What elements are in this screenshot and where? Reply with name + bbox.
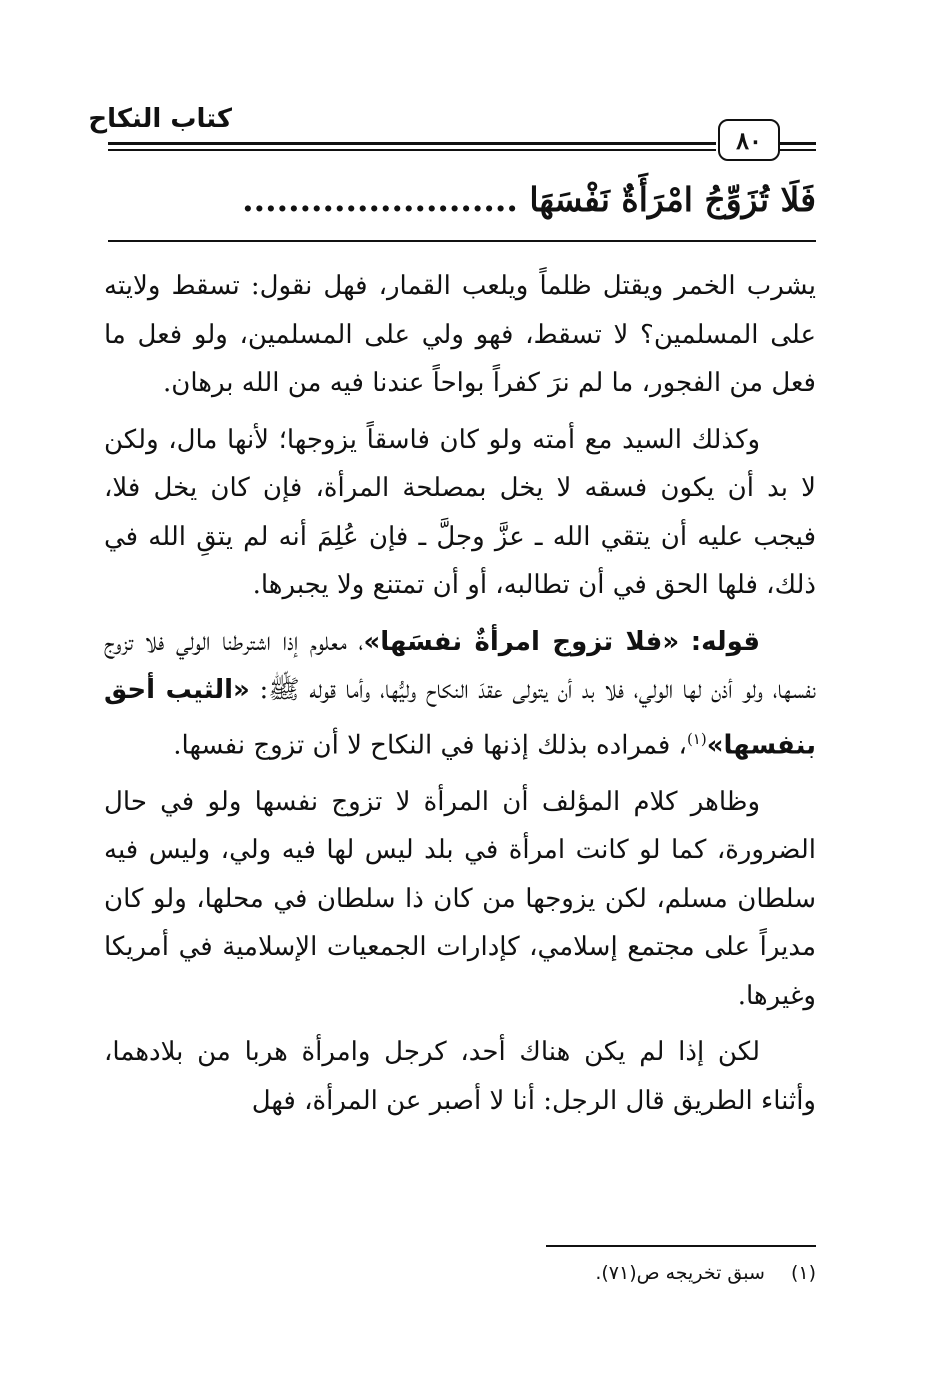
footnote-text: سبق تخريجه ص(٧١). [595, 1262, 765, 1284]
header-rule-right-thick [778, 142, 816, 145]
matn-verse: فَلَا تُزَوِّجُ امْرَأَةٌ نَفْسَهَا ........................ [242, 180, 816, 219]
footnote-separator [546, 1245, 816, 1247]
qawluhu-label: قوله: [690, 626, 760, 657]
page-number: ٨٠ [736, 125, 762, 155]
header-rule-thin [108, 149, 716, 151]
paragraph-3 [104, 618, 816, 770]
hadith-quote: «الثيب أحق بنفسها» [104, 675, 816, 761]
paragraph-4: وظاهر كلام المؤلف أن المرأة لا تزوج نفسها ولو في حال الضرورة، كما لو كانت امرأة في بلد ليس لها فيه ولي، وليس فيه سلطان مسلم، لكن يزوجها من كان ذا سلطان في محلها، ولو كان مديراً على مجتمع إسلامي، كإدارات الجمعيات الإسلامية في أمريكا وغيرها. [104, 786, 816, 1011]
paragraph-5: لكن إذا لم يكن هناك أحد، كرجل وامرأة هربا من بلادهما، وأثناء الطريق قال الرجل: أنا لا أصبر عن المرأة، فهل [104, 1037, 816, 1116]
paragraph-1: يشرب الخمر ويقتل ظلماً ويلعب القمار، فهل نقول: تسقط ولايته على المسلمين؟ لا تسقط، فهو ولي على المسلمين، ولو فعل ما فعل من الفجور، ما لم نرَ كفراً بواحاً عندنا فيه من الله برهان. [104, 271, 816, 398]
running-header-title: كتاب النكاح [88, 104, 232, 134]
footnote [116, 1262, 816, 1284]
verse-separator [108, 240, 816, 242]
header-rule-right-thin [778, 149, 816, 151]
paragraph-2: وكذلك السيد مع أمته ولو كان فاسقاً يزوجها؛ لأنها مال، ولكن لا بد أن يكون فسقه لا يخل بمصلحة المرأة، فإن كان يخل فلا، فيجب عليه أن يتقي الله ـ عزَّ وجلَّ ـ فإن عُلِمَ أنه لم يتقِ الله في ذلك، فلها الحق في أن تطالبه، أو أن تمتنع ولا يجبرها. [104, 424, 816, 600]
page-number-box [718, 119, 780, 161]
paragraph-3-text-b: ، فمراده بذلك إذنها في النكاح لا أن تزوج نفسها. [173, 730, 687, 761]
footnote-ref: (١) [686, 729, 707, 748]
footnote-number: (١) [790, 1262, 816, 1284]
header-rule-thick [108, 142, 716, 145]
paragraph-3-text-a: ، معلوم إذا اشترطنا الولي فلا تزوج نفسها، ولو أذن لها الولي، فلا بد أن يتولى عقدَ النكاح وليُّها، وأما قوله ﷺ: [104, 626, 816, 705]
body-text [104, 262, 816, 1133]
matn-quote: «فلا تزوج امرأةٌ نفسَها» [363, 626, 680, 657]
